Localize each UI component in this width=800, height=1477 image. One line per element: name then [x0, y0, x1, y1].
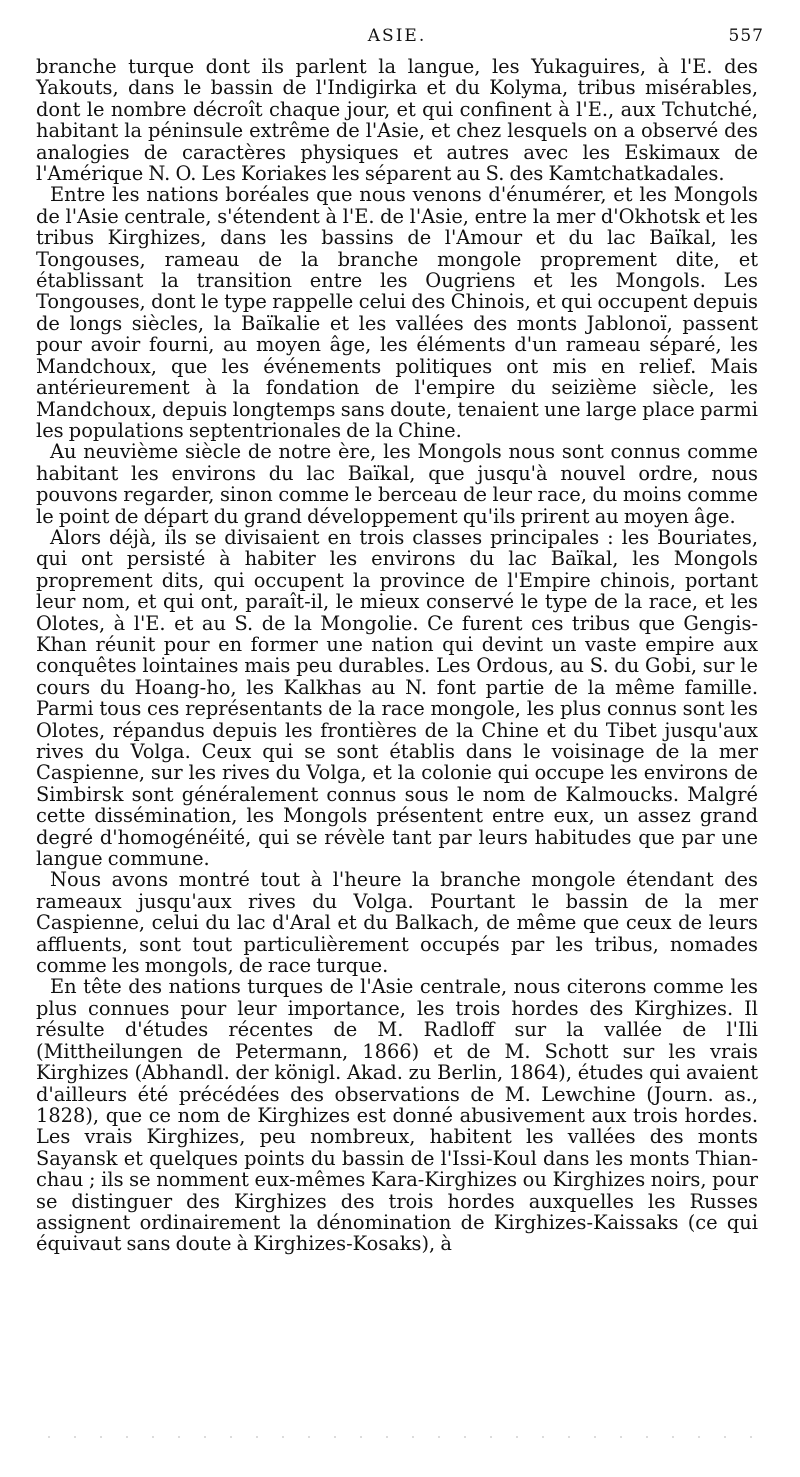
paragraph-mongols-origin: Au neuvième siècle de notre ère, les Mongols nous sont connus comme habitant les environs du lac Baïkal, que jusqu'à nouvel ordre, nous pouvons regarder, sinon comme le berceau de leur race, du moins comme le point de départ du grand développement qu'ils prirent au moyen âge. [36, 440, 758, 528]
paragraph-mongol-classes: Alors déjà, ils se divisaient en trois classes principales : les Bouriates, qui ont persisté à habiter les environs du lac Baïkal, les Mongols proprement dits, qui occupent la province de l'Empire chinois, portant leur nom, et qui ont, paraît-il, le mieux conservé le type de la race, et les Olotes, à l'E. et au S. de la Mongolie. Ce furent ces tribus que Gengis-Khan réunit pour en former une nation qui devint un vaste empire aux conquêtes lointaines mais peu durables. Les Ordous, au S. du Gobi, sur le cours du Hoang-ho, les Kalkhas au N. font partie de la même famille. Parmi tous ces représentants de la race mongole, les plus connus sont les Olotes, répandus depuis les frontières de la Chine et du Tibet jusqu'aux rives du Volga. Ceux qui se sont établis dans le voisinage de la mer Caspienne, sur les rives du Volga, et la colonie qui occupe les environs de Simbirsk sont généralement connus sous le nom de Kalmoucks. Malgré cette dissémination, les Mongols présentent entre eux, un assez grand degré d'homogénéité, qui se révèle tant par leurs habitudes que par une langue commune. [36, 525, 758, 871]
paragraph-turkish-race: Nous avons montré tout à l'heure la branche mongole étendant des rameaux jusqu'aux rives du Volga. Pourtant le bassin de la mer Caspienne, celui du lac d'Aral et du Balkach, de même que ceux de leurs affluents, sont tout particulièrement occupés par les tribus, nomades comme les mongols, de race turque. [36, 868, 758, 978]
paragraph-kirghizes: En tête des nations turques de l'Asie centrale, nous citerons comme les plus connues pour leur importance, les trois hordes des Kirghizes. Il résulte d'études récentes de M. Radloff sur la vallée de l'Ili (Mittheilungen de Petermann, 1866) et de M. Schott sur les vrais Kirghizes (Abhandl. der königl. Akad. zu Berlin, 1864), études qui avaient d'ailleurs été précédées des observations de M. Lewchine (Journ. as., 1828), que ce nom de Kirghizes est donné abusivement aux trois hordes. Les vrais Kirghizes, peu nombreux, habitent les vallées des monts Sayansk et quelques points du bassin de l'Issi-Koul dans les monts Thian-chau ; ils se nomment eux-mêmes Kara-Kirghizes ou Kirghizes noirs, pour se distinguer des Kirghizes des trois hordes auxquelles les Russes assignent ordinairement la dénomination de Kirghizes-Kaissaks (ce qui équivaut sans doute à Kirghizes-Kosaks), à [36, 975, 758, 1256]
page-number: 557 [728, 26, 764, 46]
paragraph-continuation: branche turque dont ils parlent la langue, les Yukaguires, à l'E. des Yakouts, dans le bassin de l'Indigirka et du Kolyma, tribus misérables, dont le nombre décroît chaque jour, et qui confinent à l'E., aux Tchutché, habitant la péninsule extrême de l'Asie, et chez lesquels on a observé des analogies de caractères physiques et autres avec les Eskimaux de l'Amérique N. O. Les Koriakes les séparent au S. des Kamtchatkadales. [36, 55, 758, 186]
book-page [36, 22, 764, 1256]
running-head [36, 22, 764, 56]
scan-speckles [36, 1434, 766, 1440]
running-title: ASIE. [367, 26, 427, 46]
body-text [36, 56, 758, 1255]
paragraph-tongouses: Entre les nations boréales que nous venons d'énumérer, et les Mongols de l'Asie centrale, s'étendent à l'E. de l'Asie, entre la mer d'Okhotsk et les tribus Kirghizes, dans les bassins de l'Amour et du lac Baïkal, les Tongouses, rameau de la branche mongole proprement dite, et établissant la transition entre les Ougriens et les Mongols. Les Tongouses, dont le type rappelle celui des Chinois, et qui occupent depuis de longs siècles, la Baïkalie et les vallées des monts Jablonoï, passent pour avoir fourni, au moyen âge, les éléments d'un rameau séparé, les Mandchoux, que les événements politiques ont mis en relief. Mais antérieurement à la fondation de l'empire du seizième siècle, les Mandchoux, depuis longtemps sans doute, tenaient une large place parmi les populations septentrionales de la Chine. [36, 183, 758, 442]
